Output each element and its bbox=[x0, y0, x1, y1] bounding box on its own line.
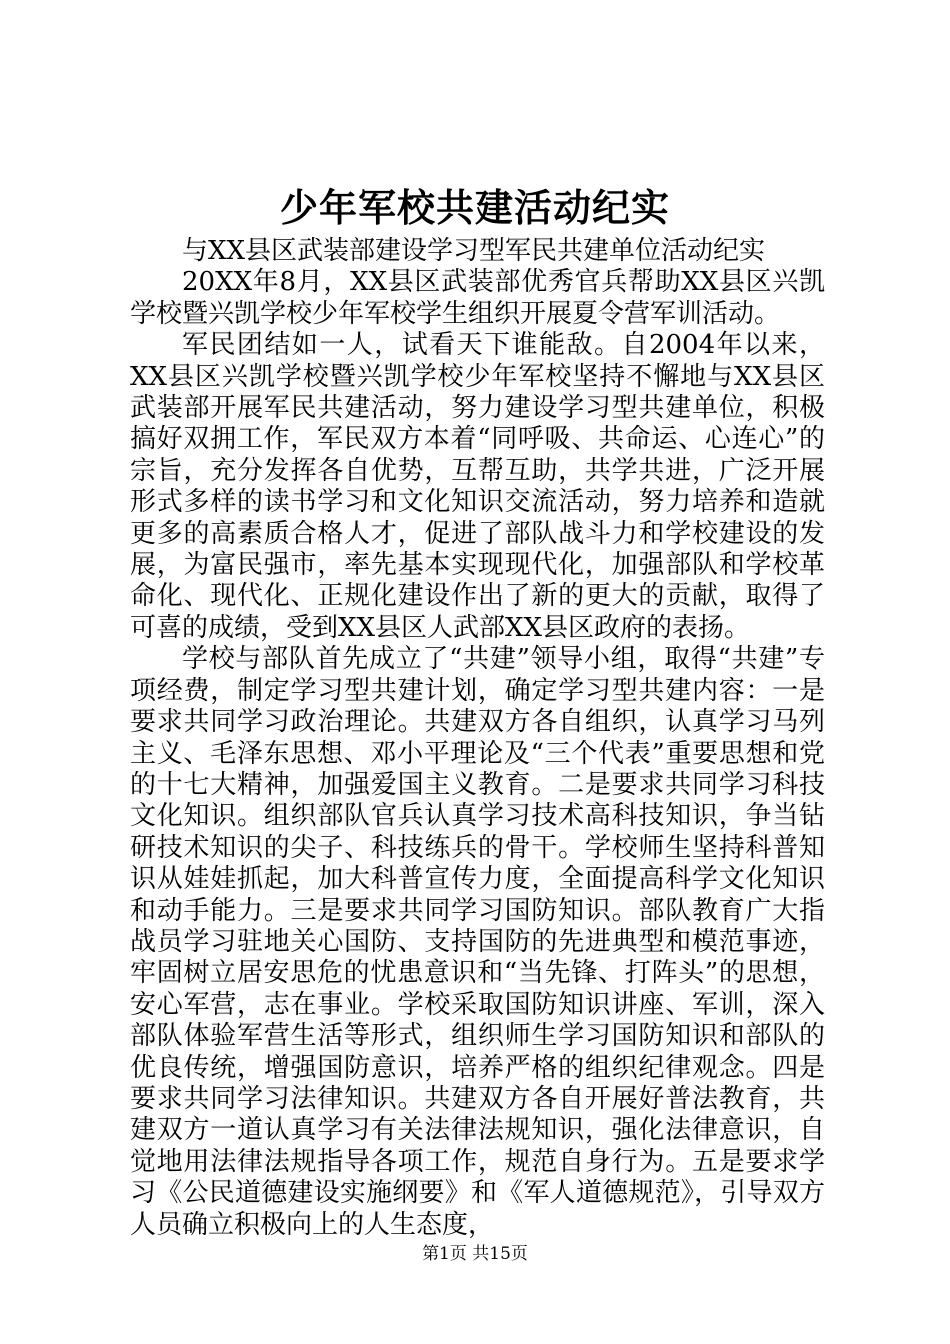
document-body bbox=[130, 236, 825, 1241]
page-number-footer: 第1页 共15页 bbox=[422, 1244, 528, 1264]
paragraph: 学校与部队首先成立了“共建”领导小组，取得“共建”专项经费，制定学习型共建计划，确定学习型共建内容：一是要求共同学习政治理论。共建双方各自组织，认真学习马列主义、毛泽东思想、邓小平理论及“三个代表”重要思想和党的十七大精神，加强爱国主义教育。二是要求共同学习科技文化知识。组织部队官兵认真学习技术高科技知识，争当钻研技术知识的尖子、科技练兵的骨干。学校师生坚持科普知识从娃娃抓起，加大科普宣传力度，全面提高科学文化知识和动手能力。三是要求共同学习国防知识。部队教育广大指战员学习驻地关心国防、支持国防的先进典型和模范事迹，牢固树立居安思危的忧患意识和“当先锋、打阵头”的思想，安心军营，志在事业。学校采取国防知识讲座、军训，深入部队体验军营生活等形式，组织师生学习国防知识和部队的优良传统，增强国防意识，培养严格的组织纪律观念。四是要求共同学习法律知识。共建双方各自开展好普法教育，共建双方一道认真学习有关法律法规知识，强化法律意识，自觉地用法律法规指导各项工作，规范自身行为。五是要求学习《公民道德建设实施纲要》和《军人道德规范》，引导双方人员确立积极向上的人生态度， bbox=[130, 644, 825, 1240]
paragraph: 军民团结如一人，试看天下谁能敌。自2004年以来，XX县区兴凯学校暨兴凯学校少年军校坚持不懈地与XX县区武装部开展军民共建活动，努力建设学习型共建单位，积极搞好双拥工作，军民双方本着“同呼吸、共命运、心连心”的宗旨，充分发挥各自优势，互帮互助，共学共进，广泛开展形式多样的读书学习和文化知识交流活动，努力培养和造就更多的高素质合格人才，促进了部队战斗力和学校建设的发展，为富民强市，率先基本实现现代化，加强部队和学校革命化、现代化、正规化建设作出了新的更大的贡献，取得了可喜的成绩，受到XX县区人武部XX县区政府的表扬。 bbox=[130, 330, 825, 643]
paragraph-subtitle: 与XX县区武装部建设学习型军民共建单位活动纪实 bbox=[182, 236, 766, 266]
paragraph: 20XX年8月，XX县区武装部优秀官兵帮助XX县区兴凯学校暨兴凯学校少年军校学生组织开展夏令营军训活动。 bbox=[130, 267, 825, 329]
document-title: 少年军校共建活动纪实 bbox=[279, 185, 670, 230]
